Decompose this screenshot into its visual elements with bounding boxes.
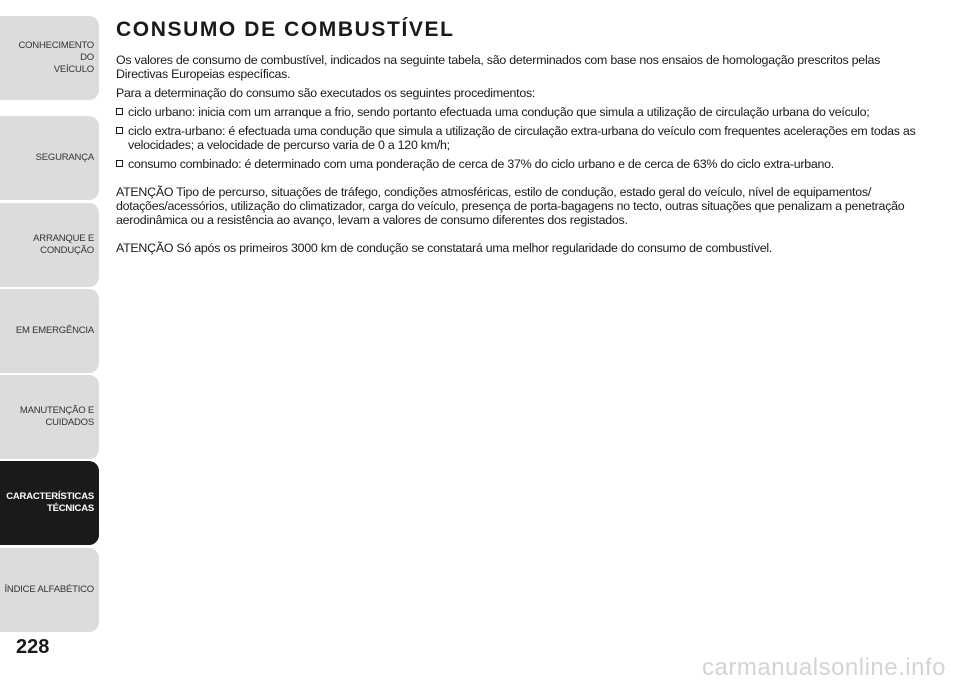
checkbox-bullet-icon xyxy=(116,127,123,134)
tab-indice-alfabetico[interactable] xyxy=(0,548,99,632)
page-content xyxy=(116,18,926,260)
tab-label: ÍNDICE ALFABÉTICO xyxy=(4,584,94,595)
tab-seguranca[interactable] xyxy=(0,116,99,200)
page-title: CONSUMO DE COMBUSTÍVEL xyxy=(116,18,455,41)
list-item xyxy=(116,124,926,152)
tab-conhecimento-do-veiculo[interactable] xyxy=(0,16,99,100)
tab-arranque-e-conducao[interactable] xyxy=(0,203,99,287)
tab-em-emergencia[interactable] xyxy=(0,289,99,373)
checkbox-bullet-icon xyxy=(116,160,123,167)
tab-label: MANUTENÇÃO E CUIDADOS xyxy=(19,405,94,428)
intro-paragraph: Os valores de consumo de combustível, indicados na seguinte tabela, são determinados com base nos ensaios de homologação prescritos pelas Directivas Europeias específicas. xyxy=(116,53,881,81)
tab-label: CARACTERÍSTICAS TÉCNICAS xyxy=(6,491,94,514)
attention-note-1: ATENÇÃO Tipo de percurso, situações de tráfego, condições atmosféricas, estilo de condução, estado geral do veículo, nível de equipamentos/ dotações/acessórios, utilização do climatizador, carga do veículo, presença de porta-bagagens no tecto, outras situações que penalizam a penetração aerodinâmica ou a resistência ao avanço, levam a valores de consumo diferentes dos registados. xyxy=(116,185,905,227)
list-item-text: ciclo extra-urbano: é efectuada uma condução que simula a utilização de circulação extra-urbana do veículo com frequentes acelerações em todas as velocidades; a velocidade de percurso varia de 0 a 120 km/h; xyxy=(128,124,916,152)
tab-label: SEGURANÇA xyxy=(35,152,94,163)
tab-manutencao-e-cuidados[interactable] xyxy=(0,375,99,459)
tab-label: EM EMERGÊNCIA xyxy=(15,325,94,336)
tab-label: ARRANQUE E CONDUÇÃO xyxy=(33,233,94,256)
page-number: 228 xyxy=(16,636,50,658)
chapter-sidebar xyxy=(0,0,100,686)
tab-caracteristicas-tecnicas[interactable] xyxy=(0,461,99,545)
list-item-text: consumo combinado: é determinado com uma ponderação de cerca de 37% do ciclo urbano e de cerca de 63% do ciclo extra-urbano. xyxy=(128,157,834,171)
list-item-text: ciclo urbano: inicia com um arranque a frio, sendo portanto efectuada uma condução que simula a utilização de circulação urbana do veículo; xyxy=(128,105,870,119)
checkbox-bullet-icon xyxy=(116,108,123,115)
attention-note-2: ATENÇÃO Só após os primeiros 3000 km de condução se constatará uma melhor regularidade do consumo de combustível. xyxy=(116,241,773,255)
list-item xyxy=(116,157,926,171)
watermark: carmanualsonline.info xyxy=(702,654,946,681)
tab-label: CONHECIMENTO DO VEÍCULO xyxy=(18,40,94,75)
list-item xyxy=(116,105,926,119)
procedures-intro: Para a determinação do consumo são executados os seguintes procedimentos: xyxy=(116,86,536,100)
